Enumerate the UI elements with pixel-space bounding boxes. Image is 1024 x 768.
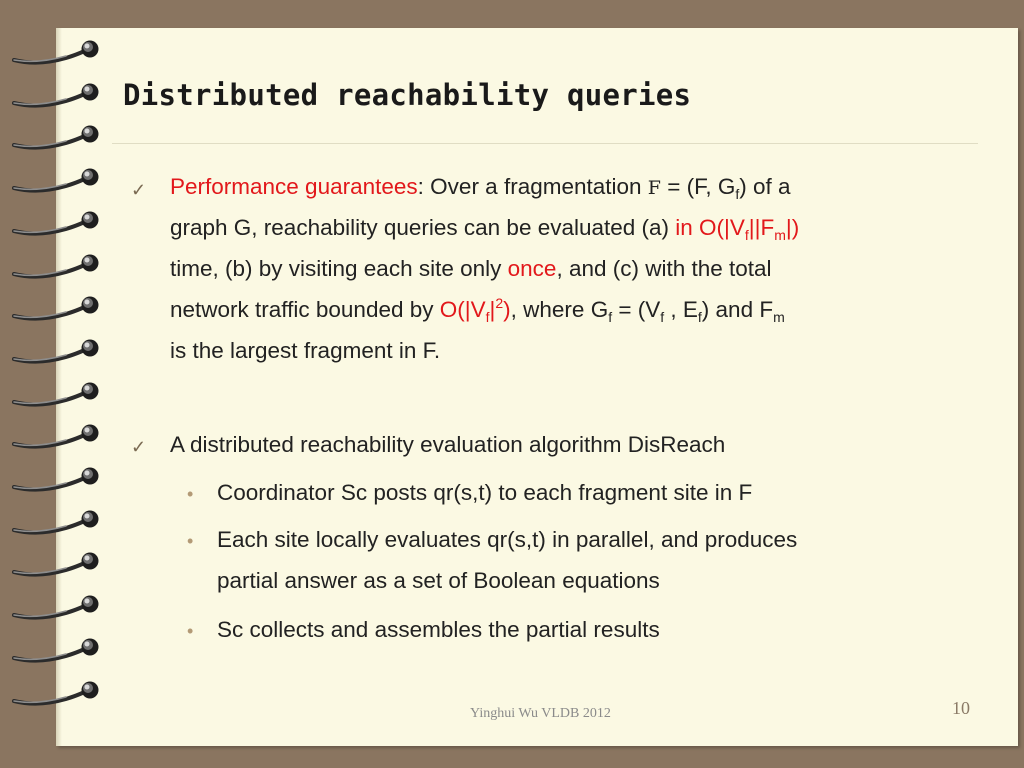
sub-bullet-2-line1: Each site locally evaluates qr(s,t) in parallel, and produces (217, 527, 798, 552)
binding-ring-icon (8, 250, 104, 282)
complexity-expression: in $O(|V_f||F_m|)$ (675, 215, 800, 243)
checkmark-icon: ✓ (131, 437, 147, 457)
checkmark-icon: ✓ (131, 180, 147, 200)
sub-bullet-1: Coordinator Sc posts qr(s,t) to each fragment site in F (217, 480, 753, 505)
bullet1-line3: time, (b) by visiting each site only once, and (c) with the total (170, 256, 772, 281)
bullet-dot-icon: • (187, 484, 194, 504)
binding-ring-icon (8, 420, 104, 452)
binding-ring-icon (8, 79, 104, 111)
binding-ring-icon (8, 677, 104, 709)
bullet1-line5: is the largest fragment in F. (170, 338, 441, 363)
binding-ring-icon (8, 506, 104, 538)
binding-ring-icon (8, 591, 104, 623)
binding-ring-icon (8, 164, 104, 196)
bullet1-line2: graph G, reachability queries can be evaluated (a) in $O(|V_f||F_m|)$ (170, 215, 800, 243)
bullet1-line4: network traffic bounded by $O(|V_f|^2)$, where $G_f = (V_f$ , $E_f$) and $F_m$ (170, 295, 785, 325)
sub-bullet-3: Sc collects and assembles the partial results (217, 617, 660, 642)
once-highlight: once (507, 256, 557, 281)
binding-ring-icon (8, 378, 104, 410)
bullet-dot-icon: • (187, 621, 194, 641)
binding-ring-icon (8, 292, 104, 324)
sub-bullet-2-line2: partial answer as a set of Boolean equations (217, 568, 660, 593)
traffic-bound-expression: $O(|V_f|^2)$ (439, 295, 511, 325)
binding-ring-icon (8, 36, 104, 68)
binding-ring-icon (8, 463, 104, 495)
fragmentation-symbol: F (647, 177, 661, 199)
bullet-dot-icon: • (187, 531, 194, 551)
bullet1-line1: Performance guarantees: Over a fragmentation F = (F, $G_f$) of a (170, 174, 791, 202)
title-divider (112, 143, 978, 144)
binding-ring-icon (8, 121, 104, 153)
binding-ring-icon (8, 548, 104, 580)
performance-guarantees-label: Performance guarantees (170, 174, 418, 199)
slide-number: 10 (952, 698, 970, 718)
slide-footer: Yinghui Wu VLDB 2012 (470, 706, 611, 721)
binding-ring-icon (8, 634, 104, 666)
binding-ring-icon (8, 335, 104, 367)
bullet2-text: A distributed reachability evaluation algorithm DisReach (170, 432, 726, 457)
slide-title: Distributed reachability queries (123, 78, 692, 112)
binding-ring-icon (8, 207, 104, 239)
